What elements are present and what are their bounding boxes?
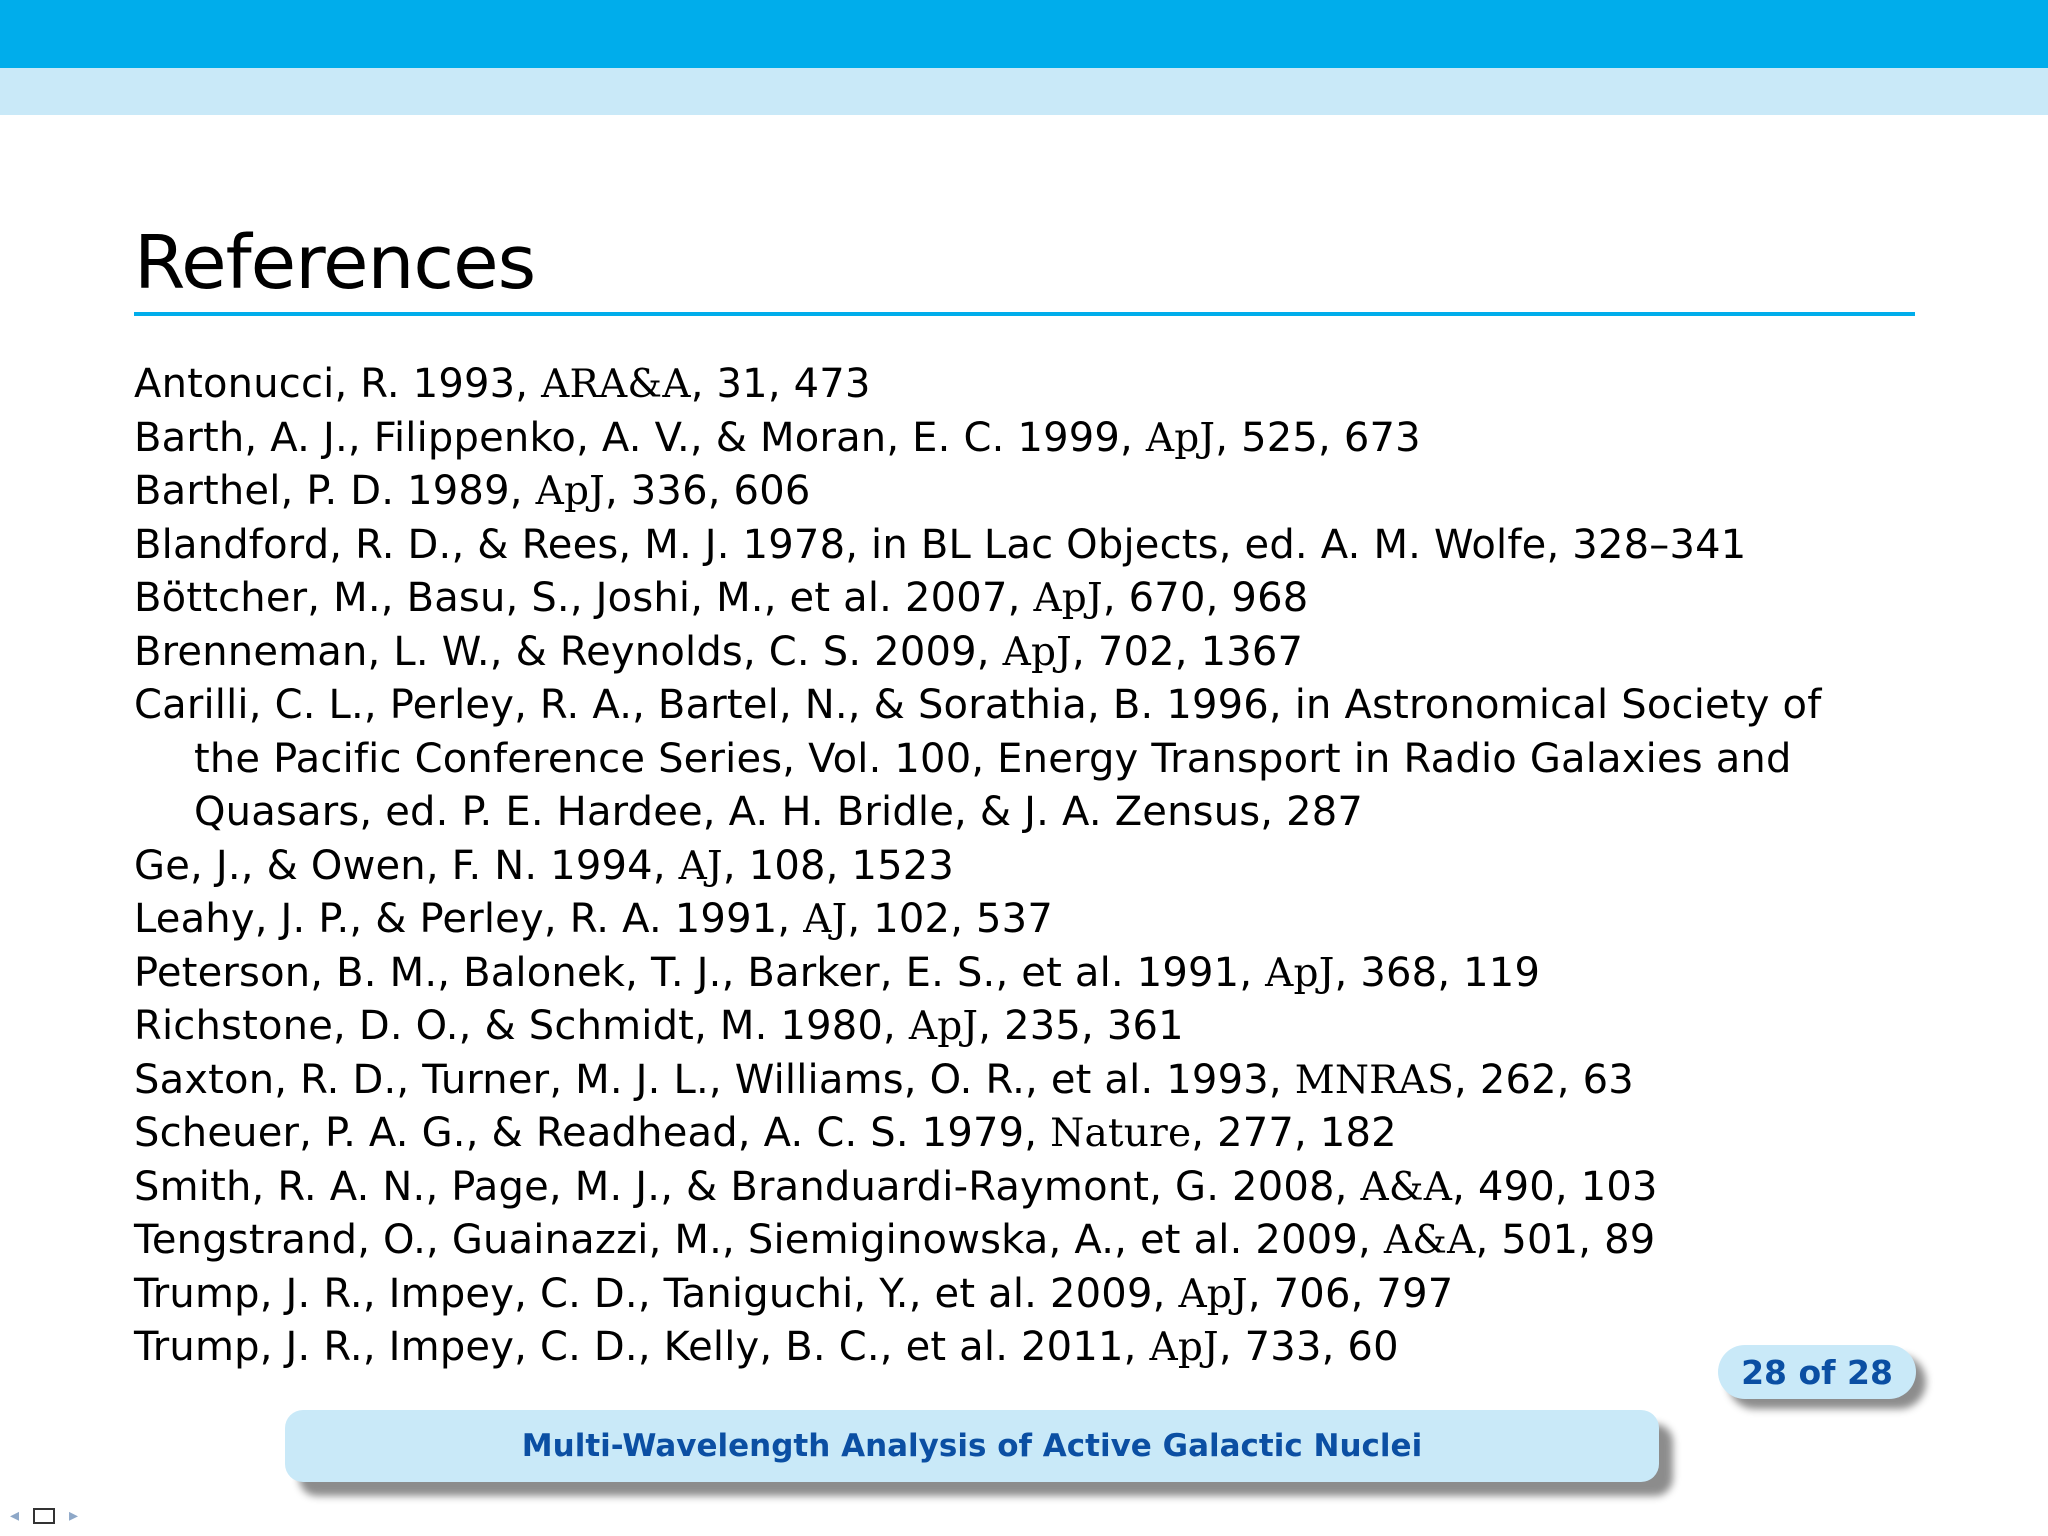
reference-item: Antonucci, R. 1993, ARA&A, 31, 473: [134, 361, 871, 407]
reference-item: Trump, J. R., Impey, C. D., Kelly, B. C., et al. 2011, ApJ, 733, 60: [134, 1324, 1399, 1370]
reference-item: Richstone, D. O., & Schmidt, M. 1980, ApJ, 235, 361: [134, 1003, 1184, 1049]
page-number-badge: 28 of 28: [1718, 1345, 1916, 1399]
reference-item: Blandford, R. D., & Rees, M. J. 1978, in BL Lac Objects, ed. A. M. Wolfe, 328–341: [134, 521, 1747, 568]
reference-item: Leahy, J. P., & Perley, R. A. 1991, AJ, 102, 537: [134, 896, 1053, 942]
header-bar: [0, 0, 2048, 68]
triangle-right-icon[interactable]: ▸: [69, 1505, 79, 1526]
reference-item: Barth, A. J., Filippenko, A. V., & Moran, E. C. 1999, ApJ, 525, 673: [134, 414, 1421, 461]
reference-item: Carilli, C. L., Perley, R. A., Bartel, N., & Sorathia, B. 1996, in Astronomical Society of the Pacific Conference Series, Vol. 100, Energy Transport in Radio Galaxies and Quasars, ed. P. E. Hardee, A. H. Bridle, & J. A. Zensus, 287: [134, 682, 1822, 835]
page-title: References: [134, 220, 536, 306]
title-rule: [134, 312, 1915, 316]
reference-item: Barthel, P. D. 1989, ApJ, 336, 606: [134, 468, 811, 514]
frame-icon[interactable]: [33, 1508, 55, 1524]
reference-list: [134, 358, 1934, 1375]
reference-item: Trump, J. R., Impey, C. D., Taniguchi, Y., et al. 2009, ApJ, 706, 797: [134, 1270, 1454, 1317]
reference-item: Böttcher, M., Basu, S., Joshi, M., et al. 2007, ApJ, 670, 968: [134, 575, 1309, 621]
reference-item: Brenneman, L. W., & Reynolds, C. S. 2009, ApJ, 702, 1367: [134, 628, 1304, 675]
reference-item: Saxton, R. D., Turner, M. J. L., Williams, O. R., et al. 1993, MNRAS, 262, 63: [134, 1056, 1634, 1103]
reference-item: Smith, R. A. N., Page, M. J., & Branduardi-Raymont, G. 2008, A&A, 490, 103: [134, 1163, 1658, 1210]
reference-item: Scheuer, P. A. G., & Readhead, A. C. S. 1979, Nature, 277, 182: [134, 1110, 1397, 1156]
slide-navigation: [10, 1505, 78, 1526]
footer-title: Multi-Wavelength Analysis of Active Galactic Nuclei: [285, 1410, 1659, 1482]
triangle-left-icon[interactable]: ◂: [10, 1505, 20, 1526]
reference-item: Tengstrand, O., Guainazzi, M., Siemiginowska, A., et al. 2009, A&A, 501, 89: [134, 1217, 1656, 1263]
header-subbar: [0, 68, 2048, 115]
reference-item: Peterson, B. M., Balonek, T. J., Barker, E. S., et al. 1991, ApJ, 368, 119: [134, 949, 1541, 996]
reference-item: Ge, J., & Owen, F. N. 1994, AJ, 108, 1523: [134, 842, 955, 889]
